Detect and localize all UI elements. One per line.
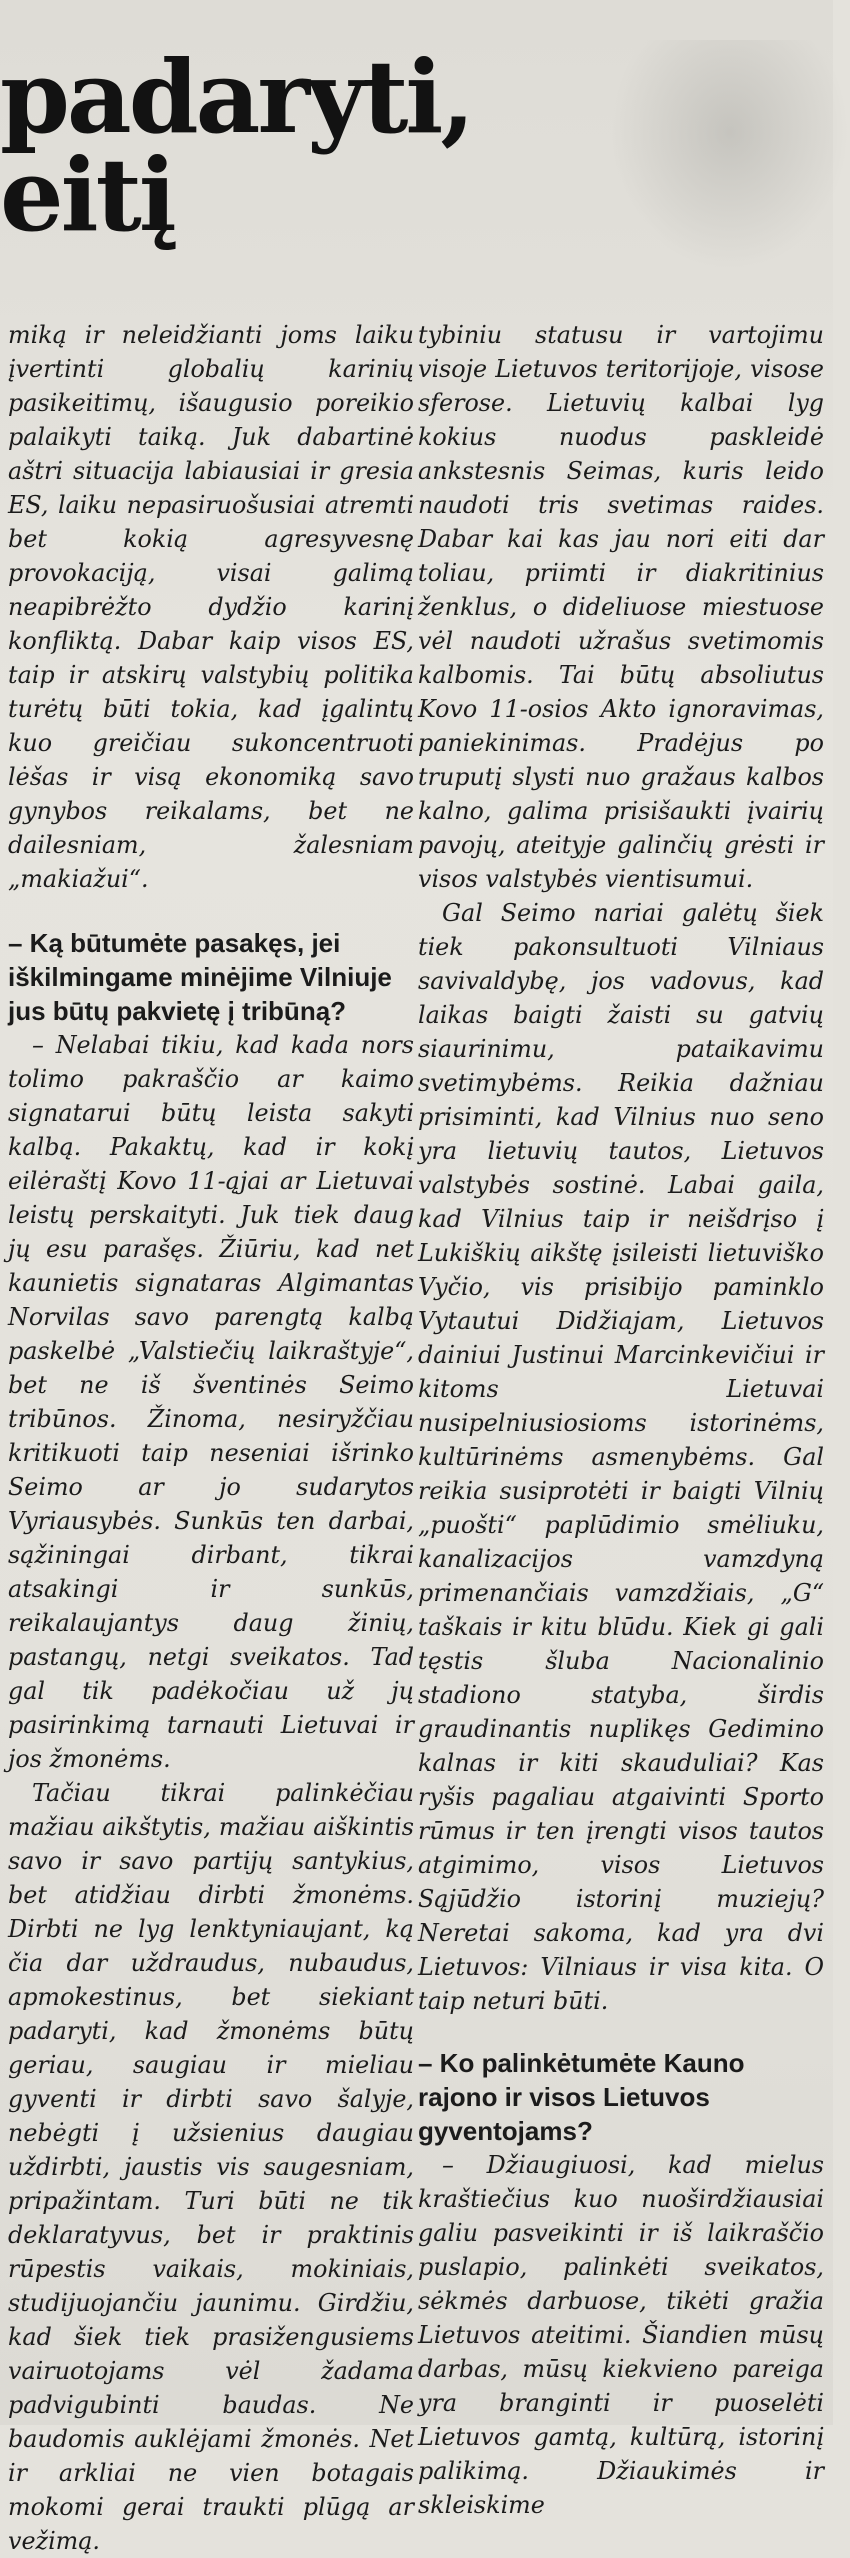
right-paragraph-1: tybiniu statusu ir vartojimu visoje Lietuvos teritorijoje, visose sferose. Lietuvių kalbai lyg kokius nuodus paskleidė ankstesnis Seimas, kuris leido naudoti tris svetimas raides. Dabar kai kas jau nori eiti dar toliau, priimti ir diakritinius ženklus, o dideliuose miestuose vėl naudoti užrašus svetimomis kalbomis. Tai būtų absoliutus Kovo 11-osios Akto ignoravimas, paniekinimas. Pradėjus po truputį slysti nuo gražaus kalbos kalno, galima prisišaukti įvairių pavojų, ateityje galinčių grėsti ir visos valstybės vientisumui. [418,321,824,893]
answer-paragraph-3: – Džiaugiuosi, kad mielus kraštiečius kuo nuoširdžiausiai galiu pasveikinti ir iš laikraščio puslapio, palinkėti sveikatos, sėkmės darbuose, tikėti gražia Lietuvos ateitimi. Šiandien mūsų darbas, mūsų kiekvieno pareiga yra branginti ir puoselėti Lietuvos gamtą, kultūrą, istorinį palikimą. Džiaukimės ir skleiskime [418,2151,824,2519]
right-column [418,318,824,2522]
answer-paragraph-1: – Nelabai tikiu, kad kada nors tolimo pakraščio ar kaimo signatarui būtų leista sakyti kalbą. Pakaktų, kad ir kokį eilėraštį Kovo 11-ąjai ar Lietuvai leistų perskaityti. Juk tiek daug jų esu parašęs. Žiūriu, kad net kaunietis signataras Algimantas Norvilas savo parengtą kalbą paskelbė „Valstiečių laikraštyje“, bet ne iš šventinės Seimo tribūnos. Žinoma, nesiryžčiau kritikuoti taip neseniai išrinko Seimo ar jo sudarytos Vyriausybės. Sunkūs ten darbai, sąžiningai dirbant, tikrai atsakingi ir sunkūs, reikalaujantys daug žinių, pastangų, netgi sveikatos. Tad gal tik padėkočiau už jų pasirinkimą tarnauti Lietuvai ir jos žmonėms. [8,1031,414,1773]
headline-line-2: eitį [0,136,174,254]
headline [0,38,833,254]
left-column [8,318,414,2558]
interview-question-2: – Ko palinkėtumėte Kauno rajono ir visos Lietuvos gyventojams? [418,2048,745,2146]
headline-line-1: padaryti, [0,38,473,156]
answer-paragraph-2: Tačiau tikrai palinkėčiau mažiau aikštytis, mažiau aiškintis savo ir savo partijų santykius, bet atidžiau dirbti žmonėms. Dirbti ne lyg lenktyniaujant, ką čia dar uždraudus, nubaudus, apmokestinus, bet siekiant padaryti, kad žmonėms būtų geriau, saugiau ir mieliau gyventi ir dirbti savo šalyje, nebėgti į užsienius daugiau uždirbti, jaustis vis saugesniam, pripažintam. Turi būti ne tik deklaratyvus, bet ir praktinis rūpestis vaikais, mokiniais, studijuojančiu jaunimu. Girdžiu, kad šiek tiek prasižengusiems vairuotojams vėl žadama padvigubinti baudas. Ne baudomis auklėjami žmonės. Net ir arkliai ne vien botagais mokomi gerai traukti plūgą ar vežimą. [8,1779,414,2555]
left-paragraph-1: miką ir neleidžianti joms laiku įvertinti globalių karinių pasikeitimų, išaugusio poreikio palaikyti taiką. Juk dabartinė aštri situacija labiausiai ir gresia ES, laiku nepasiruošusiai atremti bet kokią agresyvesnę provokaciją, visai galimą neapibrėžto dydžio karinį konfliktą. Dabar kaip visos ES, taip ir atskirų valstybių politika turėtų būti tokia, kad įgalintų kuo greičiau sukoncentruoti lėšas ir visą ekonomiką savo gynybos reikalams, bet ne dailesniam, žalesniam „makiažui“. [8,321,414,893]
interview-question-1: – Ką būtumėte pasakęs, jei iškilmingame minėjime Vilniuje jus būtų pakvietę į tribūną? [8,928,392,1026]
right-paragraph-2: Gal Seimo nariai galėtų šiek tiek pakonsultuoti Vilniaus savivaldybę, jos vadovus, kad laikas baigti žaisti su gatvių siaurinimu, pataikavimu svetimybėms. Reikia dažniau prisiminti, kad Vilnius nuo seno yra lietuvių tautos, Lietuvos valstybės sostinė. Labai gaila, kad Vilnius taip ir neišdrįso į Lukiškių aikštę įsileisti lietuviško Vyčio, vis prisibijo paminklo Vytautui Didžiajam, Lietuvos dainiui Justinui Marcinkevičiui ir kitoms Lietuvai nusipelniusiosioms istorinėms, kultūrinėms asmenybėms. Gal reikia susiprotėti ir baigti Vilnių „puošti“ paplūdimio smėliuku, kanalizacijos vamzdyną primenančiais vamzdžiais, „G“ taškais ir kitu blūdu. Kiek gi gali tęstis šluba Nacionalinio stadiono statyba, širdis graudinantis nuplikęs Gedimino kalnas ir kiti skauduliai? Kas ryšis pagaliau atgaivinti Sporto rūmus ir ten įrengti visos tautos atgimimo, visos Lietuvos Sąjūdžio istorinį muziejų? Neretai sakoma, kad yra dvi Lietuvos: Vilniaus ir visa kita. O taip neturi būti. [418,899,824,2015]
